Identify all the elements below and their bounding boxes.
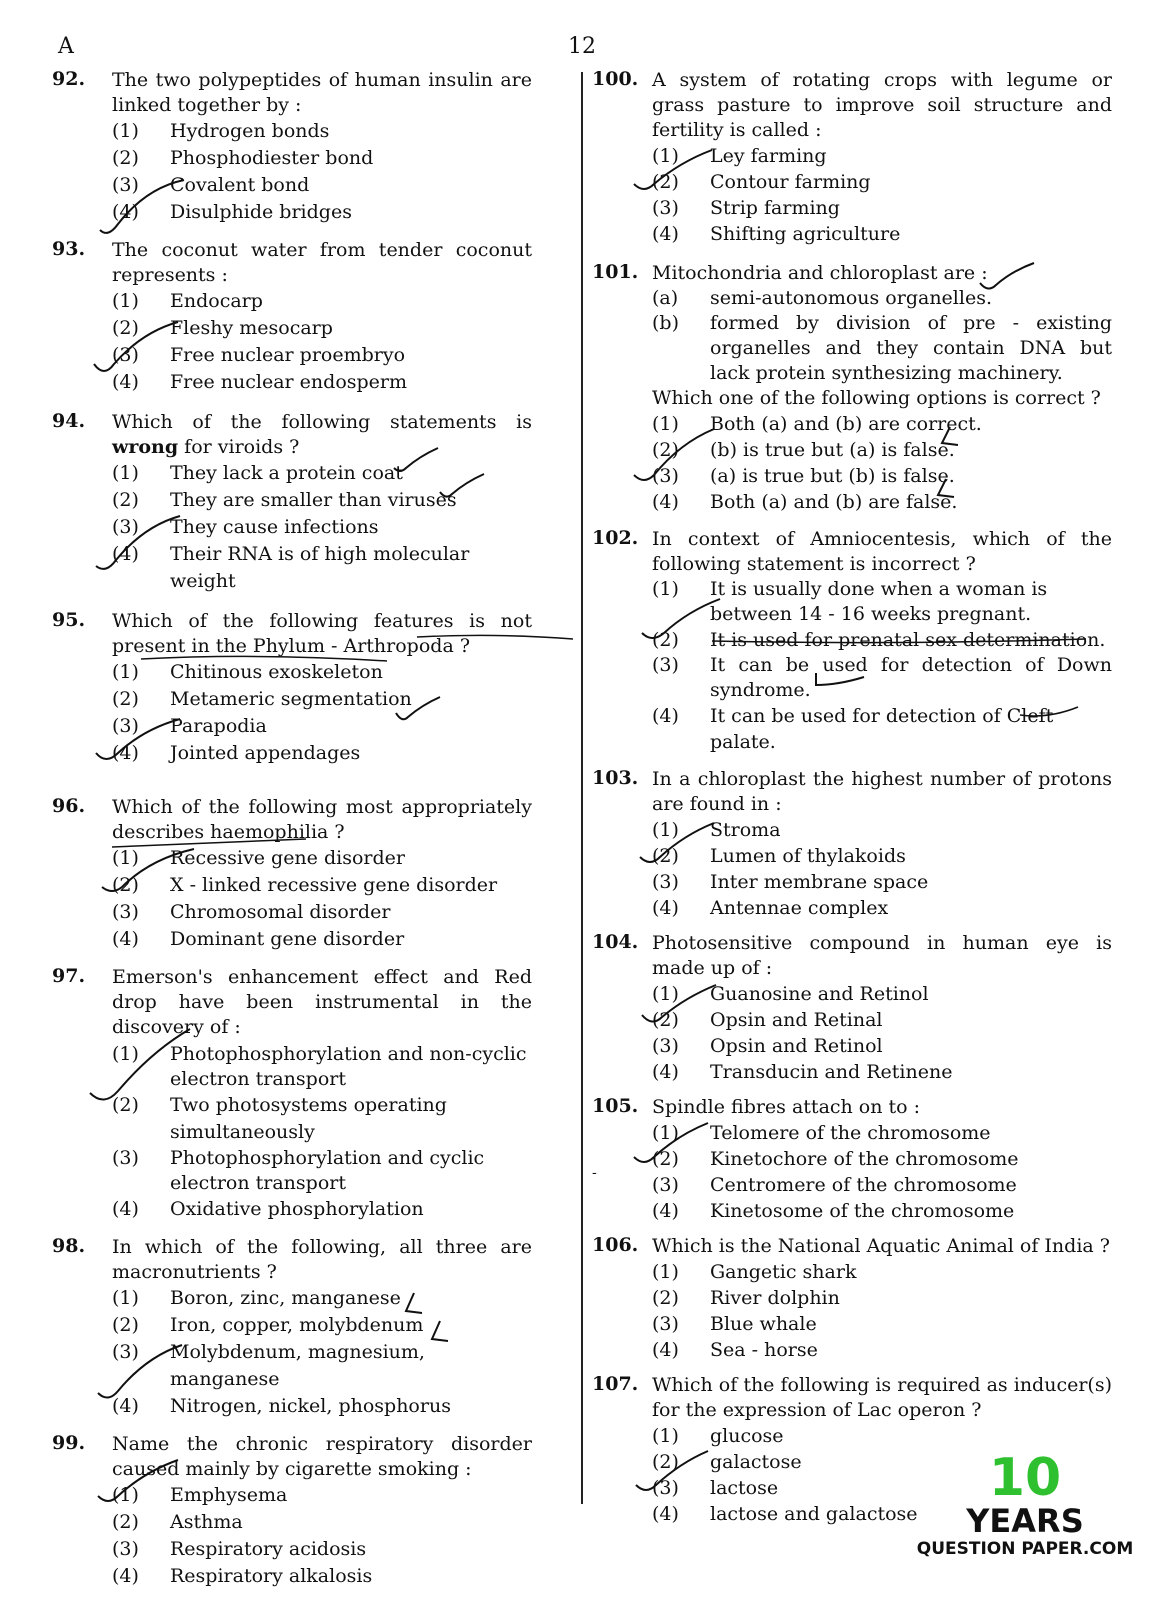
question-96 (52, 795, 532, 953)
question-text: The two polypeptides of human insulin are linked together by : (112, 69, 532, 116)
option-2[interactable]: (2) Opsin and Retinal (652, 1009, 883, 1031)
option-4[interactable]: (4) Shifting agriculture (652, 223, 901, 245)
option-4[interactable]: (4) Respiratory alkalosis (112, 1565, 373, 1587)
option-1[interactable]: (1) Both (a) and (b) are correct. (652, 413, 982, 435)
booklet-code: A (58, 34, 74, 59)
question-text: A system of rotating crops with legume or grass pasture to improve soil structure and fertility is called : (652, 69, 1112, 141)
option-4[interactable]: (4) Both (a) and (b) are false. (652, 491, 958, 513)
question-text: Spindle fibres attach on to : (652, 1096, 921, 1118)
option-3[interactable]: (3) lactose (652, 1477, 779, 1499)
option-4[interactable]: (4) Antennae complex (652, 897, 889, 919)
option-1[interactable]: (1) glucose (652, 1425, 784, 1447)
option-4[interactable]: (4) Kinetosome of the chromosome (652, 1200, 1015, 1222)
option-1[interactable]: (1) Recessive gene disorder (112, 847, 405, 869)
option-3[interactable]: (3) Parapodia (112, 715, 267, 737)
option-3[interactable]: (3) It can be used for detection of Down syndrome. (652, 654, 1112, 701)
question-number: 96. (52, 795, 86, 817)
question-92 (52, 68, 532, 226)
question-101 (592, 261, 1112, 515)
question-text: Name the chronic respiratory disorder caused mainly by cigarette smoking : (112, 1433, 532, 1480)
question-text: Photosensitive compound in human eye is made up of : (652, 932, 1112, 979)
option-3[interactable]: (3) Chromosomal disorder (112, 901, 391, 923)
question-99 (52, 1432, 532, 1590)
option-1[interactable]: (1) They lack a protein coat (112, 462, 403, 484)
option-2[interactable]: (2) galactose (652, 1451, 802, 1473)
question-text: In which of the following, all three are macronutrients ? (112, 1236, 532, 1283)
option-1[interactable]: (1) Stroma (652, 819, 781, 841)
option-4[interactable]: (4) lactose and galactose (652, 1503, 918, 1525)
option-2[interactable]: (2) (b) is true but (a) is false. (652, 439, 955, 461)
question-number: 97. (52, 965, 86, 987)
option-1[interactable]: (1) Emphysema (112, 1484, 288, 1506)
option-2[interactable]: (2) River dolphin (652, 1287, 840, 1309)
question-100 (592, 68, 1112, 247)
option-3[interactable]: (3) Free nuclear proembryo (112, 344, 406, 366)
statement-b: (b) formed by division of pre - existing organelles and they contain DNA but lack protein synthesizing machinery. (652, 312, 1112, 384)
question-number: 93. (52, 238, 86, 260)
question-text: Which of the following statements is wrong for viroids ? (112, 411, 532, 458)
question-number: 102. (592, 527, 639, 549)
question-prompt: Which one of the following options is correct ? (652, 387, 1101, 409)
site-watermark-logo (905, 1448, 1145, 1560)
option-3[interactable]: (3) (a) is true but (b) is false. (652, 465, 955, 487)
option-3[interactable]: (3) Photophosphorylation and cyclic electron transport (112, 1147, 485, 1194)
option-4[interactable]: (4) Free nuclear endosperm (112, 371, 408, 393)
option-4[interactable]: (4) Transducin and Retinene (652, 1061, 953, 1083)
question-number: 105. (592, 1095, 639, 1117)
option-3[interactable]: (3) Inter membrane space (652, 871, 929, 893)
question-104 (592, 931, 1112, 1085)
column-divider (581, 72, 583, 1504)
option-1[interactable]: (1) Chitinous exoskeleton (112, 661, 383, 683)
option-2[interactable]: (2) Contour farming (652, 171, 871, 193)
question-106 (592, 1234, 1112, 1363)
right-column (592, 68, 1112, 1537)
question-number: 95. (52, 609, 86, 631)
option-2[interactable]: (2) Iron, copper, molybdenum (112, 1314, 424, 1336)
option-3[interactable]: (3) Centromere of the chromosome (652, 1174, 1017, 1196)
option-4[interactable]: (4) Dominant gene disorder (112, 928, 405, 950)
question-number: 98. (52, 1235, 86, 1257)
option-1[interactable]: (1) Photophosphorylation and non-cyclic electron transport (112, 1043, 527, 1090)
question-number: 94. (52, 410, 86, 432)
option-4[interactable]: (4) Nitrogen, nickel, phosphorus (112, 1395, 451, 1417)
option-3[interactable]: (3) Covalent bond (112, 174, 310, 196)
question-text: Which of the following features is not present in the Phylum - Arthropoda ? (112, 610, 532, 657)
option-3[interactable]: (3) Molybdenum, magnesium, manganese (112, 1341, 425, 1390)
option-2[interactable]: (2) Phosphodiester bond (112, 147, 374, 169)
option-3[interactable]: (3) Strip farming (652, 197, 840, 219)
question-number: 103. (592, 767, 639, 789)
option-1[interactable]: (1) Hydrogen bonds (112, 120, 330, 142)
option-3[interactable]: (3) Opsin and Retinol (652, 1035, 883, 1057)
question-text: In context of Amniocentesis, which of the following statement is incorrect ? (652, 528, 1112, 575)
question-number: 100. (592, 68, 639, 90)
option-4[interactable]: (4) Oxidative phosphorylation (112, 1198, 424, 1220)
option-2[interactable]: (2) X - linked recessive gene disorder (112, 874, 498, 896)
question-97 (52, 965, 532, 1223)
option-1[interactable]: (1) Ley farming (652, 145, 827, 167)
option-4[interactable]: (4) Disulphide bridges (112, 201, 352, 223)
option-2[interactable]: (2) Lumen of thylakoids (652, 845, 906, 867)
option-4[interactable]: (4) Jointed appendages (112, 742, 361, 764)
question-number: 107. (592, 1373, 639, 1395)
page-number: 12 (568, 34, 596, 59)
question-text: Which of the following is required as inducer(s) for the expression of Lac operon ? (652, 1374, 1112, 1421)
stray-mark: - (592, 1165, 597, 1181)
option-1[interactable]: (1) Telomere of the chromosome (652, 1122, 991, 1144)
statement-a: (a) semi-autonomous organelles. (652, 287, 992, 309)
question-number: 101. (592, 261, 639, 283)
logo-years: YEARS (966, 1502, 1084, 1540)
question-text: In a chloroplast the highest number of protons are found in : (652, 768, 1112, 815)
option-1[interactable]: (1) It is usually done when a woman is between 14 - 16 weeks pregnant. (652, 578, 1048, 625)
option-4[interactable]: (4) Sea - horse (652, 1339, 818, 1361)
option-2[interactable]: (2) Fleshy mesocarp (112, 317, 333, 339)
option-2[interactable]: (2) Metameric segmentation (112, 688, 412, 710)
question-text: Emerson's enhancement effect and Red drop have been instrumental in the discovery of : (112, 966, 532, 1038)
option-2[interactable]: (2) Asthma (112, 1511, 243, 1533)
option-4[interactable]: (4) It can be used for detection of Cleft palate. (652, 705, 1054, 753)
question-text: The coconut water from tender coconut represents : (112, 239, 532, 286)
question-94 (52, 410, 532, 595)
option-3[interactable]: (3) They cause infections (112, 516, 379, 538)
question-number: 106. (592, 1234, 639, 1256)
question-93 (52, 238, 532, 396)
logo-number: 10 (988, 1448, 1062, 1508)
question-text: Which is the National Aquatic Animal of India ? (652, 1235, 1110, 1257)
option-1[interactable]: (1) Gangetic shark (652, 1261, 857, 1283)
question-text: Mitochondria and chloroplast are : (652, 262, 988, 284)
logo-site: QUESTION PAPER.COM (916, 1539, 1134, 1559)
option-2[interactable]: (2) Kinetochore of the chromosome (652, 1148, 1019, 1170)
option-2[interactable]: (2) Two photosystems operating simultaneously (112, 1094, 447, 1143)
question-102 (592, 527, 1112, 755)
option-1[interactable]: (1) Endocarp (112, 290, 263, 312)
option-2[interactable]: (2) It is used for prenatal sex determination. (652, 629, 1106, 651)
question-number: 92. (52, 68, 86, 90)
question-103 (592, 767, 1112, 921)
question-105 (592, 1095, 1112, 1224)
option-3[interactable]: (3) Respiratory acidosis (112, 1538, 367, 1560)
question-number: 99. (52, 1432, 86, 1454)
question-number: 104. (592, 931, 639, 953)
question-text: Which of the following most appropriately describes haemophilia ? (112, 796, 532, 843)
question-98 (52, 1235, 532, 1420)
question-95 (52, 609, 532, 767)
option-4[interactable]: (4) Their RNA is of high molecular weight (112, 543, 470, 592)
option-3[interactable]: (3) Blue whale (652, 1313, 817, 1335)
left-column (52, 68, 532, 1600)
option-1[interactable]: (1) Guanosine and Retinol (652, 983, 929, 1005)
option-2[interactable]: (2) They are smaller than viruses (112, 489, 457, 511)
option-1[interactable]: (1) Boron, zinc, manganese (112, 1287, 401, 1309)
